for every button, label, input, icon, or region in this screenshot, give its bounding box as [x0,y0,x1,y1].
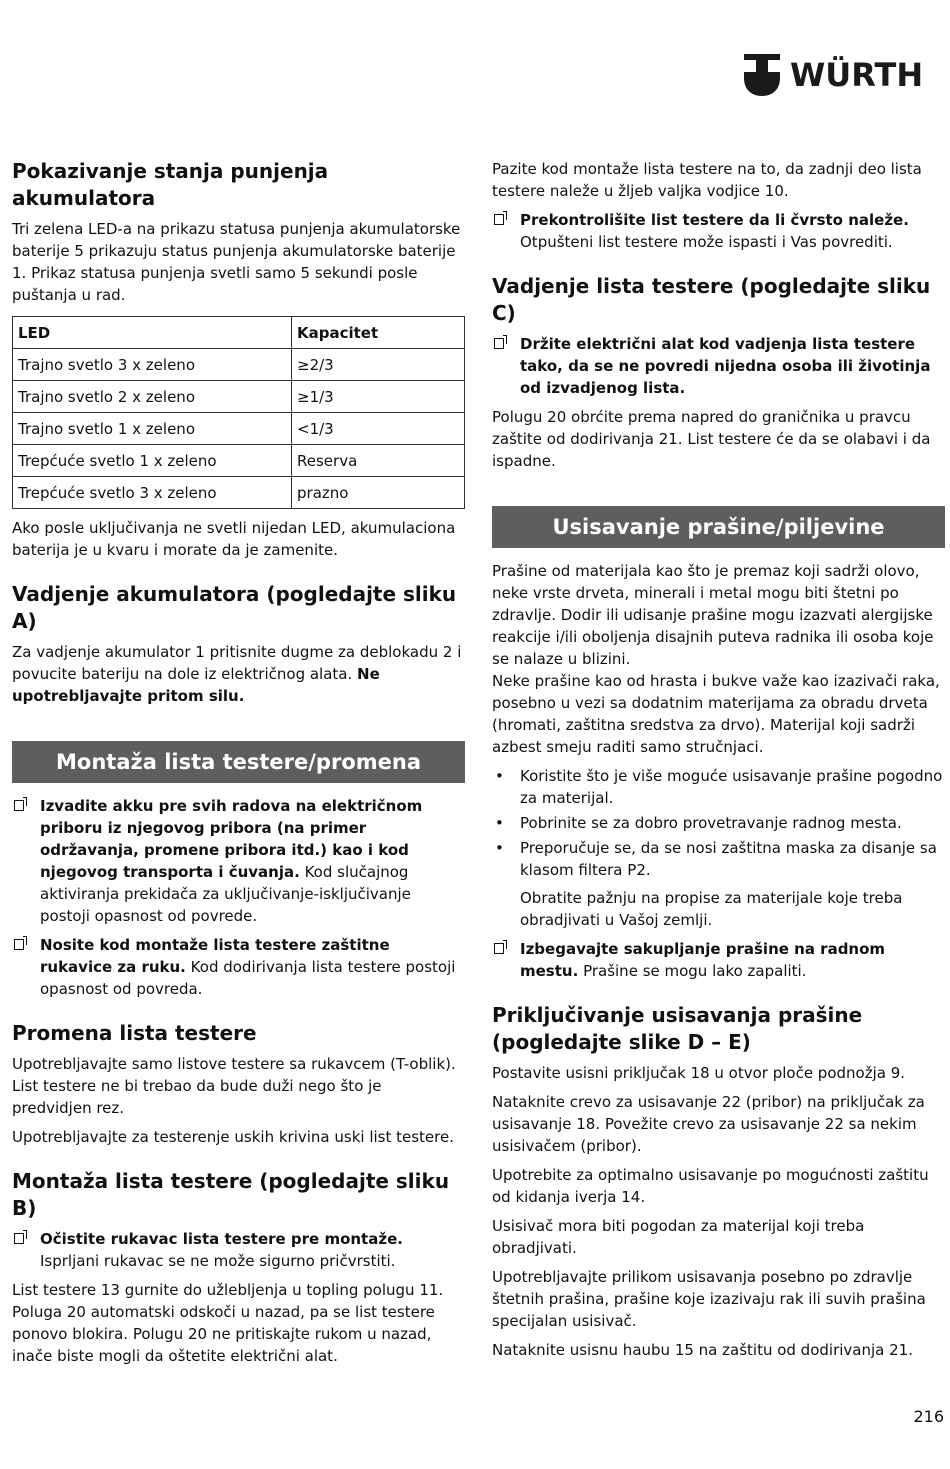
table-cell: <1/3 [292,413,465,445]
note-bold: Izvadite akku pre svih radova na električnom priboru iz njegovog pribora (na primer održavanja, promene pribora itd.) kao i kod njegovog transporta i čuvanja. [40,797,423,881]
note-text: Otpušteni list testere može ispasti i Vas povrediti. [520,233,893,251]
table-row [13,445,465,477]
blade-removal-text: Polugu 20 obrćite prema napred do graničnika u pravcu zaštite od dodirivanja 21. List testere će da se olabavi i da ispadne. [492,408,931,470]
battery-status-text: Tri zelena LED-a na prikazu statusa punjenja akumulatorske baterije 5 prikazuju status punjenja akumulatorske baterije 1. Prikaz statusa punjenja svetli samo 5 sekundi posle puštanja u rad. [12,220,461,304]
checkbox-icon [14,1233,24,1244]
note-bold: Očistite rukavac lista testere pre montaže. [40,1230,403,1248]
checkbox-icon [14,800,24,811]
note-text: Prašine se mogu lako zapaliti. [583,962,807,980]
battery-removal-title: Vadjenje akumulatora (pogledajte sliku A) [12,582,457,633]
checkbox-note [492,333,945,399]
note-text: Kod slučajnog aktiviranja prekidača za uključivanje-isključivanje postoji opasnost od povrede. [40,863,411,925]
table-cell: Trajno svetlo 2 x zeleno [13,381,292,413]
section-banner-blade-mounting: Montaža lista testere/promena [12,741,465,783]
table-cell: Trepćuće svetlo 1 x zeleno [13,445,292,477]
dust-connection-step-6: Nataknite usisnu haubu 15 na zaštitu od dodirivanja 21. [492,1341,913,1359]
blade-removal-title: Vadjenje lista testere (pogledajte sliku C) [492,274,931,325]
table-cell: ≥1/3 [292,381,465,413]
led-capacity-table [12,316,465,509]
note-bold: Nosite kod montaže lista testere zaštitne rukavice za ruku. [40,936,390,976]
table-row [13,381,465,413]
list-item: • Koristite što je više moguće usisavanje prašine pogodno za materijal. [492,765,945,809]
table-cell: prazno [292,477,465,509]
left-column [12,158,465,1374]
blade-mount-title: Montaža lista testere (pogledajte sliku B) [12,1169,450,1220]
dust-connection-step-1: Postavite usisni priključak 18 u otvor ploče podnožja 9. [492,1064,906,1082]
table-row [13,477,465,509]
table-header-led: LED [13,317,292,349]
table-cell: Trepćuće svetlo 3 x zeleno [13,477,292,509]
table-cell: Trajno svetlo 3 x zeleno [13,349,292,381]
checkbox-note [12,934,465,1000]
blade-narrow-text: Upotrebljavajte za testerenje uskih krivina uski list testere. [12,1128,454,1146]
page-number: 216 [913,1407,944,1426]
wurth-logo [742,50,946,98]
dust-connection-step-5: Upotrebljavajte prilikom usisavanja posebno po zdravlje štetnih prašina, prašine koje izazivaju rak ili suvih prašina specijalan usisivač. [492,1268,926,1330]
battery-removal-warning: Ne upotrebljavajte pritom silu. [12,665,380,705]
table-header-row [13,317,465,349]
right-column [492,158,945,1368]
checkbox-note [12,795,465,927]
battery-removal-text [12,641,465,707]
list-item: • Pobrinite se za dobro provetravanje radnog mesta. [492,812,945,834]
battery-status-title: Pokazivanje stanja punjenja akumulatora [12,159,329,210]
blade-seat-text: Pazite kod montaže lista testere na to, da zadnji deo lista testere naleže u žljeb valjka vodjice 10. [492,160,922,200]
dust-connection-step-3: Upotrebite za optimalno usisavanje po mogućnosti zaštitu od kidanja iverja 14. [492,1166,929,1206]
checkbox-note [492,209,945,253]
table-cell: ≥2/3 [292,349,465,381]
checkbox-icon [494,338,504,349]
dust-connection-step-4: Usisivač mora biti pogodan za materijal koji treba obradjivati. [492,1217,865,1257]
regulations-note: Obratite pažnju na propise za materijale koje treba obradjivati u Vašoj zemlji. [520,889,903,929]
table-row [13,413,465,445]
dust-hazard-text: Prašine od materijala kao što je premaz koji sadrži olovo, neke vrste drveta, minerali i metal mogu biti štetni po zdravlje. Dodir ili udisanje prašine mogu izazvati alergijske reakcije i/ili oboljenja disajnih puteva radnika ili osoba koje se nalaze u blizini. [492,562,934,668]
checkbox-note [12,1228,465,1272]
checkbox-icon [14,939,24,950]
blade-mount-text: List testere 13 gurnite do užlebljenja u topling polugu 11. Poluga 20 automatski odskoči u nazad, pa se list testere ponovo blokira. Polugu 20 ne pritiskajte rukom u nazad, inače biste mogli da oštetite električni alat. [12,1281,444,1365]
section-banner-dust-extraction: Usisavanje prašine/piljevine [492,506,945,548]
table-cell: Trajno svetlo 1 x zeleno [13,413,292,445]
dust-cancer-text: Neke prašine kao od hrasta i bukve važe kao izazivači raka, posebno u vezi sa dodatnim materijama za obradu drveta (hromati, zaštitna sredstva za drvo). Materijal koji sadrži azbest smeju raditi samo stručnjaci. [492,672,940,756]
note-bold: Prekontrolišite list testere da li čvrsto naleže. [520,211,909,229]
note-text: Kod dodirivanja lista testere postoji opasnost od povreda. [40,958,456,998]
list-item: • Preporučuje se, da se nosi zaštitna maska za disanje sa klasom filtera P2. [492,837,945,881]
logo-text: WÜRTH [790,56,924,94]
blade-change-text: Upotrebljavajte samo listove testere sa rukavcem (T-oblik). List testere ne bi trebao da bude duži nego što je predvidjen rez. [12,1055,456,1117]
blade-change-title: Promena lista testere [12,1021,257,1045]
note-text: Isprljani rukavac se ne može sigurno pričvrstiti. [40,1252,396,1270]
dust-connection-step-2: Nataknite crevo za usisavanje 22 (pribor) na priključak za usisavanje 18. Povežite crevo za usisavanje 22 sa nekim usisivačem (pribor). [492,1093,925,1155]
table-row [13,349,465,381]
checkbox-note [492,938,945,982]
checkbox-icon [494,943,504,954]
table-cell: Reserva [292,445,465,477]
wurth-logo-icon [742,50,946,98]
table-header-capacity: Kapacitet [292,317,465,349]
dust-connection-title: Priključivanje usisavanja prašine (pogledajte slike D – E) [492,1003,863,1054]
battery-removal-instructions: Za vadjenje akumulator 1 pritisnite dugme za deblokadu 2 i povucite bateriju na dole iz električnog alata. [12,643,462,683]
led-defect-note: Ako posle uključivanja ne svetli nijedan LED, akumulaciona baterija je u kvaru i morate da je zamenite. [12,519,456,559]
note-bold: Držite električni alat kod vadjenja lista testere tako, da se ne povredi nijedna osoba ili životinja od izvadjenog lista. [520,335,931,397]
dust-bullet-list [492,765,945,881]
note-bold: Izbegavajte sakupljanje prašine na radnom mestu. [520,940,886,980]
checkbox-icon [494,214,504,225]
